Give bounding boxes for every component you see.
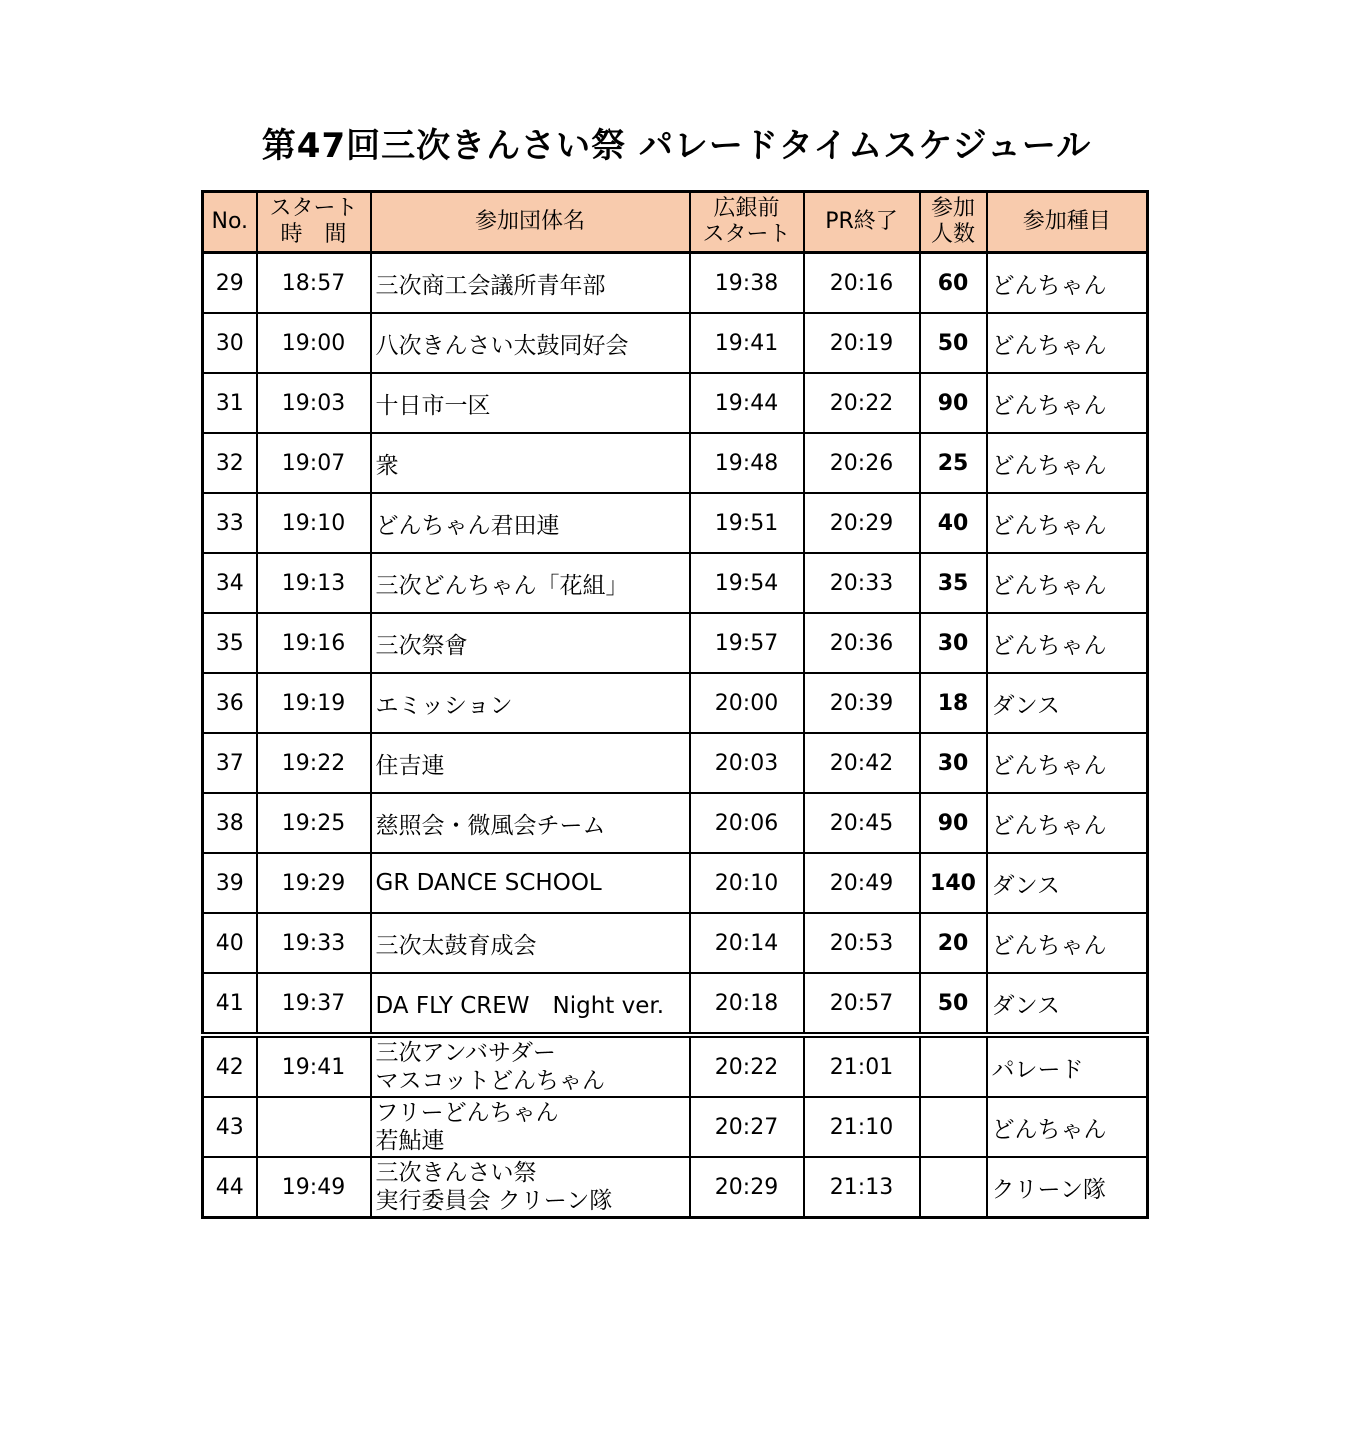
- table-row: [203, 493, 1148, 553]
- cell-hiroginmae: 19:48: [690, 433, 804, 493]
- cell-group-name: 三次どんちゃん「花組」: [371, 553, 690, 613]
- cell-no: 44: [203, 1157, 257, 1218]
- header-no: No.: [203, 192, 257, 253]
- cell-no: 43: [203, 1097, 257, 1157]
- cell-hiroginmae: 20:03: [690, 733, 804, 793]
- cell-no: 42: [203, 1035, 257, 1097]
- cell-category: どんちゃん: [987, 793, 1148, 853]
- cell-hiroginmae: 20:10: [690, 853, 804, 913]
- cell-category: クリーン隊: [987, 1157, 1148, 1218]
- cell-count: 30: [920, 733, 987, 793]
- cell-group-name: 慈照会・微風会チーム: [371, 793, 690, 853]
- cell-start: 19:41: [257, 1035, 371, 1097]
- cell-hiroginmae: 19:51: [690, 493, 804, 553]
- cell-no: 33: [203, 493, 257, 553]
- cell-count: 50: [920, 313, 987, 373]
- cell-start: 19:13: [257, 553, 371, 613]
- cell-pr-end: 21:01: [804, 1035, 920, 1097]
- cell-start: 19:25: [257, 793, 371, 853]
- cell-no: 38: [203, 793, 257, 853]
- cell-pr-end: 20:22: [804, 373, 920, 433]
- cell-start: 19:10: [257, 493, 371, 553]
- cell-group-name: 三次太鼓育成会: [371, 913, 690, 973]
- cell-no: 34: [203, 553, 257, 613]
- cell-no: 31: [203, 373, 257, 433]
- cell-group-name: GR DANCE SCHOOL: [371, 853, 690, 913]
- header-start-time: スタート 時 間: [257, 192, 371, 253]
- cell-count: 18: [920, 673, 987, 733]
- cell-group-name: 三次商工会議所青年部: [371, 253, 690, 314]
- cell-pr-end: 20:33: [804, 553, 920, 613]
- table-row: [203, 253, 1148, 314]
- special-table-row: [203, 1035, 1148, 1097]
- cell-count: [920, 1035, 987, 1097]
- cell-category: どんちゃん: [987, 553, 1148, 613]
- cell-pr-end: 20:36: [804, 613, 920, 673]
- cell-start: 19:22: [257, 733, 371, 793]
- group-name-line2: 実行委員会 クリーン隊: [375, 1188, 613, 1214]
- cell-pr-end: 20:39: [804, 673, 920, 733]
- cell-hiroginmae: 19:44: [690, 373, 804, 433]
- cell-group-name: エミッション: [371, 673, 690, 733]
- cell-start: 19:37: [257, 973, 371, 1035]
- cell-no: 35: [203, 613, 257, 673]
- cell-hiroginmae: 19:54: [690, 553, 804, 613]
- cell-pr-end: 21:10: [804, 1097, 920, 1157]
- cell-start: 19:19: [257, 673, 371, 733]
- cell-start: 19:00: [257, 313, 371, 373]
- cell-group-name: 八次きんさい太鼓同好会: [371, 313, 690, 373]
- cell-group-name: 住吉連: [371, 733, 690, 793]
- table-row: [203, 733, 1148, 793]
- cell-group-name: 三次祭會: [371, 613, 690, 673]
- cell-count: 140: [920, 853, 987, 913]
- cell-hiroginmae: 20:14: [690, 913, 804, 973]
- cell-start: [257, 1097, 371, 1157]
- cell-no: 36: [203, 673, 257, 733]
- table-row: [203, 373, 1148, 433]
- cell-start: 19:49: [257, 1157, 371, 1218]
- table-row: [203, 853, 1148, 913]
- cell-pr-end: 20:29: [804, 493, 920, 553]
- cell-count: 60: [920, 253, 987, 314]
- cell-category: どんちゃん: [987, 1097, 1148, 1157]
- cell-count: 25: [920, 433, 987, 493]
- cell-group-name: 衆: [371, 433, 690, 493]
- cell-pr-end: 20:57: [804, 973, 920, 1035]
- cell-pr-end: 20:26: [804, 433, 920, 493]
- cell-pr-end: 20:19: [804, 313, 920, 373]
- table-row: [203, 313, 1148, 373]
- page-title: 第47回三次きんさい祭 パレードタイムスケジュール: [261, 126, 1092, 166]
- cell-no: 37: [203, 733, 257, 793]
- cell-start: 19:29: [257, 853, 371, 913]
- cell-no: 39: [203, 853, 257, 913]
- cell-group-name: 十日市一区: [371, 373, 690, 433]
- cell-category: どんちゃん: [987, 373, 1148, 433]
- cell-hiroginmae: 19:41: [690, 313, 804, 373]
- special-table-row: [203, 1157, 1148, 1218]
- table-row: [203, 673, 1148, 733]
- cell-count: [920, 1157, 987, 1218]
- table-row: [203, 913, 1148, 973]
- table-row: [203, 793, 1148, 853]
- cell-category: どんちゃん: [987, 313, 1148, 373]
- cell-group-name: どんちゃん君田連: [371, 493, 690, 553]
- special-table-row: [203, 1097, 1148, 1157]
- cell-hiroginmae: 20:00: [690, 673, 804, 733]
- table-row: [203, 433, 1148, 493]
- cell-pr-end: 20:49: [804, 853, 920, 913]
- cell-start: 19:16: [257, 613, 371, 673]
- cell-pr-end: 20:16: [804, 253, 920, 314]
- cell-group-name: [371, 1097, 690, 1157]
- cell-category: どんちゃん: [987, 913, 1148, 973]
- cell-hiroginmae: 20:27: [690, 1097, 804, 1157]
- table-row: [203, 613, 1148, 673]
- group-name-line1: 三次アンバサダー: [375, 1040, 556, 1066]
- header-category: 参加種目: [987, 192, 1148, 253]
- cell-hiroginmae: 19:57: [690, 613, 804, 673]
- cell-count: 35: [920, 553, 987, 613]
- cell-category: どんちゃん: [987, 253, 1148, 314]
- cell-category: どんちゃん: [987, 733, 1148, 793]
- cell-group-name: [371, 1157, 690, 1218]
- group-name-line1: フリーどんちゃん: [375, 1100, 559, 1126]
- group-name-line2: 若鮎連: [375, 1128, 445, 1154]
- cell-hiroginmae: 20:22: [690, 1035, 804, 1097]
- cell-category: どんちゃん: [987, 613, 1148, 673]
- cell-count: 50: [920, 973, 987, 1035]
- cell-no: 40: [203, 913, 257, 973]
- cell-start: 19:33: [257, 913, 371, 973]
- cell-group-name: [371, 1035, 690, 1097]
- parade-schedule-table: [201, 190, 1149, 1219]
- cell-no: 29: [203, 253, 257, 314]
- cell-category: ダンス: [987, 853, 1148, 913]
- cell-start: 19:07: [257, 433, 371, 493]
- header-pr-end: PR終了: [804, 192, 920, 253]
- cell-category: ダンス: [987, 673, 1148, 733]
- cell-group-name: DA FLY CREW Night ver.: [371, 973, 690, 1035]
- table-row: [203, 553, 1148, 613]
- cell-no: 32: [203, 433, 257, 493]
- cell-category: パレード: [987, 1035, 1148, 1097]
- cell-count: 90: [920, 373, 987, 433]
- header-row: [203, 192, 1148, 253]
- cell-count: 20: [920, 913, 987, 973]
- cell-category: ダンス: [987, 973, 1148, 1035]
- cell-count: [920, 1097, 987, 1157]
- cell-pr-end: 20:53: [804, 913, 920, 973]
- cell-count: 40: [920, 493, 987, 553]
- cell-category: どんちゃん: [987, 493, 1148, 553]
- cell-pr-end: 20:42: [804, 733, 920, 793]
- table-row: [203, 973, 1148, 1035]
- cell-count: 30: [920, 613, 987, 673]
- cell-hiroginmae: 20:06: [690, 793, 804, 853]
- cell-start: 19:03: [257, 373, 371, 433]
- header-hiroginmae-start: 広銀前 スタート: [690, 192, 804, 253]
- cell-start: 18:57: [257, 253, 371, 314]
- cell-pr-end: 21:13: [804, 1157, 920, 1218]
- cell-pr-end: 20:45: [804, 793, 920, 853]
- cell-count: 90: [920, 793, 987, 853]
- cell-hiroginmae: 20:18: [690, 973, 804, 1035]
- group-name-line2: マスコットどんちゃん: [375, 1068, 606, 1094]
- header-participant-count: 参加 人数: [920, 192, 987, 253]
- group-name-line1: 三次きんさい祭: [375, 1160, 537, 1186]
- cell-hiroginmae: 19:38: [690, 253, 804, 314]
- cell-hiroginmae: 20:29: [690, 1157, 804, 1218]
- cell-no: 30: [203, 313, 257, 373]
- cell-no: 41: [203, 973, 257, 1035]
- cell-category: どんちゃん: [987, 433, 1148, 493]
- header-group-name: 参加団体名: [371, 192, 690, 253]
